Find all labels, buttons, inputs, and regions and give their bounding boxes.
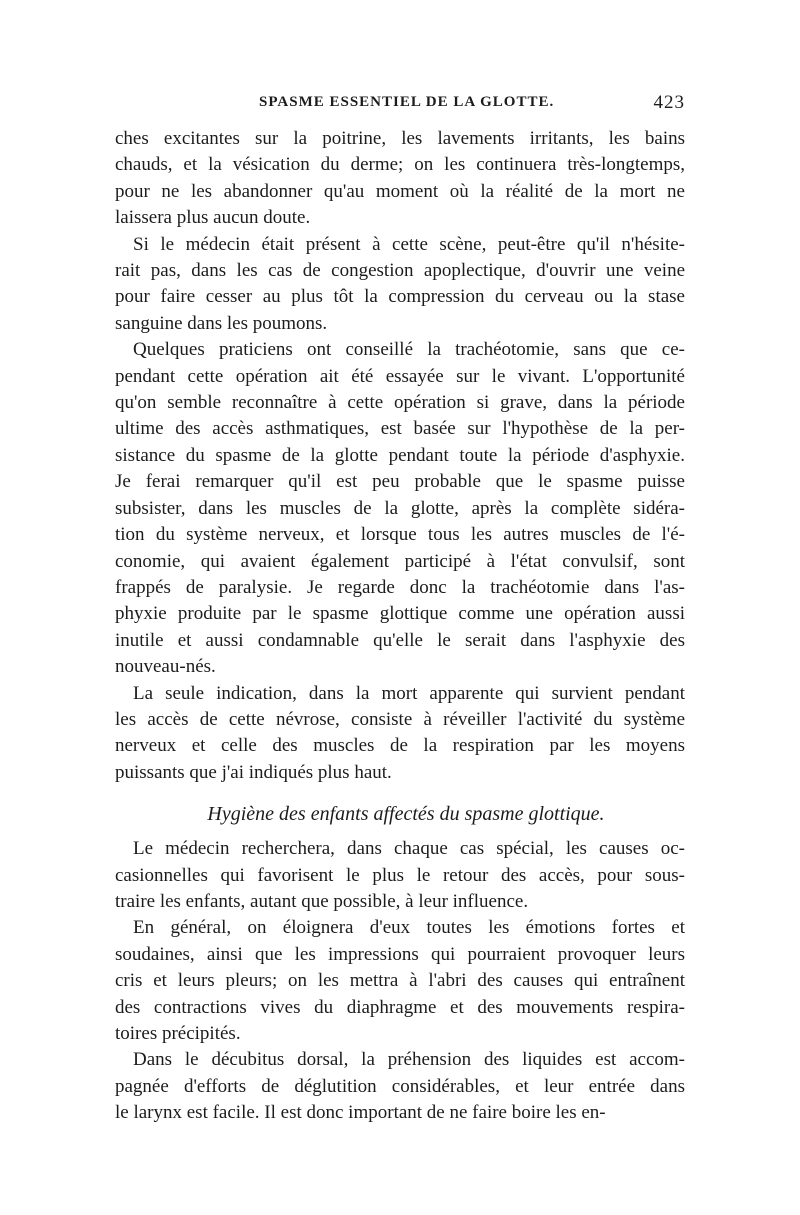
text-line: inutile et aussi condamnable qu'elle le serait dans l'asphyxie des — [115, 629, 685, 651]
text-line: cris et leurs pleurs; on les mettra à l'abri des causes qui entraînent — [115, 970, 685, 992]
text-line: Si le médecin était présent à cette scène, peut-être qu'il n'hésite- — [133, 233, 685, 255]
text-line: phyxie produite par le spasme glottique comme une opération aussi — [115, 603, 685, 625]
text-line: pendant cette opération ait été essayée sur le vivant. L'opportunité — [115, 365, 685, 387]
text-line: qu'on semble reconnaître à cette opération si grave, dans la période — [115, 392, 685, 414]
text-line: laissera plus aucun doute. — [115, 207, 311, 229]
text-line: sistance du spasme de la glotte pendant toute la période d'asphyxie. — [115, 444, 685, 466]
paragraph — [115, 337, 685, 680]
book-page — [115, 92, 685, 1127]
text-line: pour ne les abandonner qu'au moment où la réalité de la mort ne — [115, 180, 685, 202]
text-line: sanguine dans les poumons. — [115, 312, 328, 334]
text-line: casionnelles qui favorisent le plus le retour des accès, pour sous- — [115, 864, 685, 886]
text-line: traire les enfants, autant que possible, à leur influence. — [115, 890, 529, 912]
text-line: pagnée d'efforts de déglutition considérables, et leur entrée dans — [115, 1075, 685, 1097]
paragraph — [115, 836, 685, 915]
text-line: les accès de cette névrose, consiste à réveiller l'activité du système — [115, 708, 685, 730]
paragraph — [115, 1047, 685, 1126]
text-line: ches excitantes sur la poitrine, les lavements irritants, les bains — [115, 128, 685, 149]
text-line: le larynx est facile. Il est donc important de ne faire boire les en- — [115, 1102, 606, 1124]
text-line: puissants que j'ai indiqués plus haut. — [115, 761, 392, 783]
text-line: Dans le décubitus dorsal, la préhension des liquides est accom- — [133, 1049, 685, 1071]
text-line: En général, on éloignera d'eux toutes les émotions fortes et — [133, 917, 685, 939]
text-line: Je ferai remarquer qu'il est peu probable que le spasme puisse — [115, 471, 685, 493]
text-line: tion du système nerveux, et lorsque tous les autres muscles de l'é- — [115, 524, 685, 546]
paragraph — [115, 681, 685, 787]
paragraph — [115, 126, 685, 232]
text-line: Le médecin recherchera, dans chaque cas spécial, les causes oc- — [133, 838, 685, 860]
running-head — [115, 92, 685, 126]
page-number: 423 — [653, 92, 685, 113]
text-line: subsister, dans les muscles de la glotte, après la complète sidéra- — [115, 497, 685, 519]
text-line: des contractions vives du diaphragme et des mouvements respira- — [115, 996, 685, 1018]
text-line: frappés de paralysie. Je regarde donc la trachéotomie dans l'as- — [115, 576, 685, 598]
text-line: conomie, qui avaient également participé à l'état convulsif, sont — [115, 550, 685, 572]
paragraph — [115, 915, 685, 1047]
section-title: Hygiène des enfants affectés du spasme glottique. — [207, 803, 605, 826]
body-text — [115, 126, 685, 786]
text-line: La seule indication, dans la mort apparente qui survient pendant — [133, 682, 685, 704]
text-line: nerveux et celle des muscles de la respiration par les moyens — [115, 735, 685, 757]
text-line: chauds, et la vésication du derme; on les continuera très-longtemps, — [115, 154, 685, 176]
text-line: Quelques praticiens ont conseillé la trachéotomie, sans que ce- — [133, 339, 685, 361]
paragraph — [115, 232, 685, 338]
text-line: pour faire cesser au plus tôt la compression du cerveau ou la stase — [115, 286, 685, 308]
text-line: rait pas, dans les cas de congestion apoplectique, d'ouvrir une veine — [115, 260, 685, 282]
text-line: nouveau-nés. — [115, 656, 216, 678]
text-line: ultime des accès asthmatiques, est basée sur l'hypothèse de la per- — [115, 418, 685, 440]
section-body-text — [115, 836, 685, 1126]
text-line: toires précipités. — [115, 1023, 241, 1044]
text-line: soudaines, ainsi que les impressions qui pourraient provoquer leurs — [115, 943, 685, 965]
running-title: SPASME ESSENTIEL DE LA GLOTTE. — [259, 94, 555, 110]
